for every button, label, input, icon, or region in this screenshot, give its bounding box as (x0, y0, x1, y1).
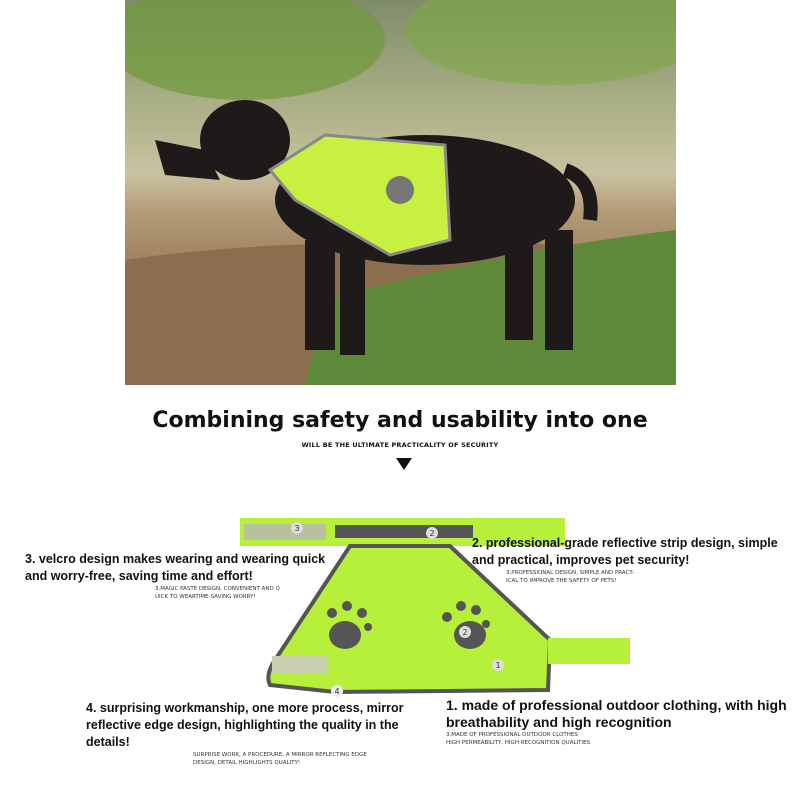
feature-2-title: 2. professional-grade reflective strip design, simple and practical, improves pet security! (472, 536, 778, 567)
feature-4 (86, 700, 406, 767)
feature-4-title: 4. surprising workmanship, one more process, mirror reflective edge design, highlighting the quality in the details! (86, 701, 404, 749)
feature-3-title: 3. velcro design makes wearing and wearing quick and worry-free, saving time and effort! (25, 552, 326, 583)
product-photo-dog-in-vest (125, 0, 676, 385)
down-arrow-icon (396, 458, 412, 470)
feature-1-caption: 3.MADE OF PROFESSIONAL OUTDOOR CLOTHES HIGH PERMEABILITY, HIGH RECOGNITION QUALITIES (446, 732, 591, 746)
feature-3 (25, 551, 335, 601)
feature-1 (446, 697, 796, 747)
marker-4: 4 (334, 687, 340, 696)
feature-4-caption: SURPRISE WORK, A PROCEDURE, A MIRROR REFLECTING EDGE DESIGN, DETAIL HIGHLIGHTS QUALITY! (193, 752, 367, 766)
headline: Combining safety and usability into one (152, 408, 648, 433)
feature-3-caption: 3.MAGIC PASTE DESIGN, CONVENIENT AND Q UICK TO WEARTIME-SAVING WORRY! (155, 586, 280, 600)
marker-3: 3 (294, 524, 300, 533)
marker-2a: 2 (429, 529, 435, 538)
subheadline: WILL BE THE ULTIMATE PRACTICALITY OF SECURITY (301, 441, 499, 449)
feature-2-caption: 3.PROFESSIONAL DESIGN, SIMPLE AND PRACT- ICAL TO IMPROVE THE SAFETY OF PETS! (506, 570, 635, 584)
marker-2b: 2 (462, 628, 468, 637)
feature-2 (472, 535, 787, 585)
marker-1: 1 (495, 661, 501, 670)
feature-1-title: 1. made of professional outdoor clothing, with high breathability and high recognition (446, 697, 787, 730)
